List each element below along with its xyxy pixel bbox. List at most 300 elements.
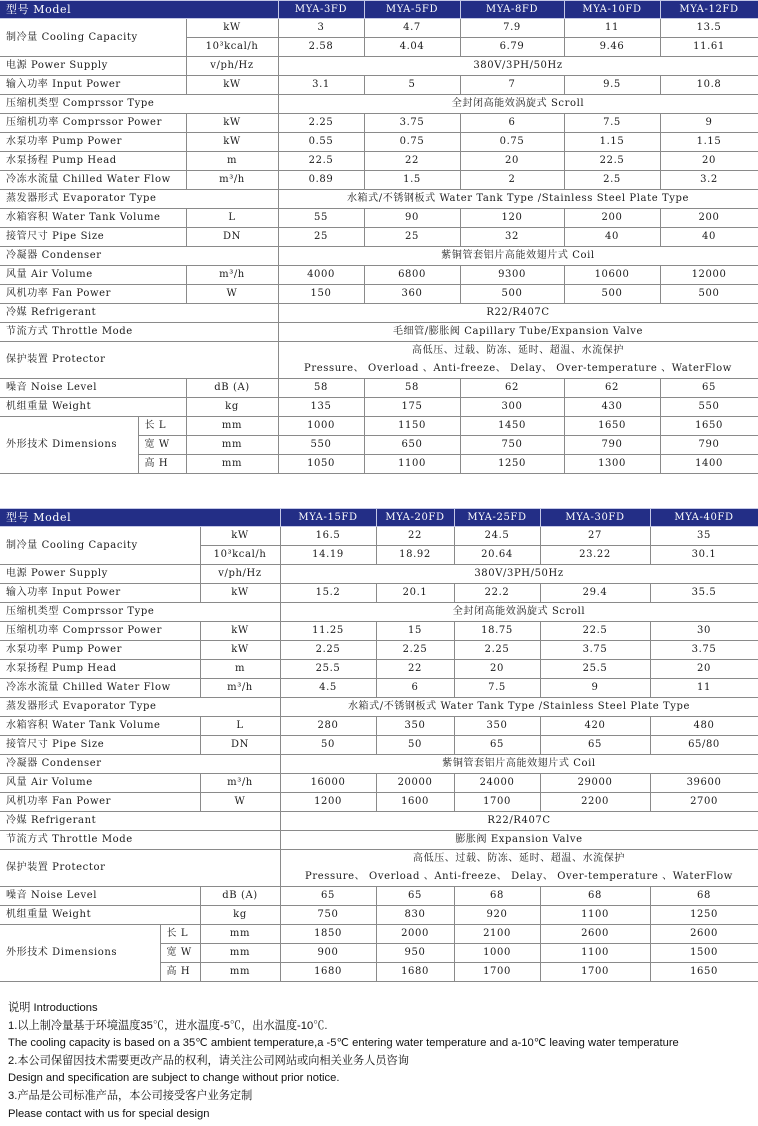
value-cell: 300 [460, 398, 564, 417]
value-cell: 15 [376, 622, 454, 641]
row-label: 保护装置 Protector [0, 342, 278, 379]
value-cell: 135 [278, 398, 364, 417]
value-cell: 39600 [650, 774, 758, 793]
unit-cell: kW [186, 114, 278, 133]
pump-head-row [0, 660, 758, 679]
evaporator-type-row [0, 698, 758, 717]
value-cell: 2100 [454, 925, 540, 944]
value-cell: 1.15 [564, 133, 660, 152]
value-cell: 2 [460, 171, 564, 190]
value-cell: 360 [364, 285, 460, 304]
unit-cell: W [200, 793, 280, 812]
row-label: 噪音 Noise Level [0, 379, 186, 398]
span-value-cell: 膨胀阀 Expansion Valve [280, 831, 758, 850]
dimension-sub-label: 长 L [160, 925, 200, 944]
evaporator-type-row [0, 190, 758, 209]
row-label: 输入功率 Input Power [0, 584, 200, 603]
value-cell: 15.2 [280, 584, 376, 603]
dimension-sub-label: 高 H [160, 963, 200, 982]
protector-line-cn: 高低压、过载、防冻、延时、超温、水流保护 [412, 345, 624, 356]
condenser-row [0, 247, 758, 266]
value-cell: 13.5 [660, 19, 758, 38]
value-cell: 29000 [540, 774, 650, 793]
weight-row [0, 906, 758, 925]
row-label: 节流方式 Throttle Mode [0, 323, 278, 342]
value-cell: 25 [364, 228, 460, 247]
row-label: 水泵扬程 Pump Head [0, 152, 186, 171]
span-value-cell: R22/R407C [278, 304, 758, 323]
unit-cell: mm [186, 455, 278, 474]
value-cell: 3.75 [364, 114, 460, 133]
value-cell: 20000 [376, 774, 454, 793]
dimension-sub-label: 宽 W [160, 944, 200, 963]
span-value-cell: 紫铜管套铝片高能效翅片式 Coil [278, 247, 758, 266]
value-cell: 58 [364, 379, 460, 398]
value-cell: 50 [280, 736, 376, 755]
protector-value-cell [278, 342, 758, 379]
unit-cell: 10³kcal/h [200, 546, 280, 565]
row-label: 接管尺寸 Pipe Size [0, 736, 200, 755]
value-cell: 16.5 [280, 527, 376, 546]
header-row [0, 509, 758, 527]
value-cell: 30.1 [650, 546, 758, 565]
tank-volume-row [0, 717, 758, 736]
value-cell: 20 [650, 660, 758, 679]
span-value-cell: 全封闭高能效涡旋式 Scroll [280, 603, 758, 622]
value-cell: 500 [660, 285, 758, 304]
pipe-size-row [0, 228, 758, 247]
model-cell: MYA-30FD [540, 509, 650, 527]
value-cell: 420 [540, 717, 650, 736]
value-cell: 4.5 [280, 679, 376, 698]
value-cell: 20.1 [376, 584, 454, 603]
row-label: 风量 Air Volume [0, 774, 200, 793]
unit-cell: kW [200, 622, 280, 641]
value-cell: 900 [280, 944, 376, 963]
dimension-length-row [0, 417, 758, 436]
unit-cell: mm [200, 963, 280, 982]
condenser-row [0, 755, 758, 774]
row-label: 制冷量 Cooling Capacity [0, 19, 186, 57]
span-value-cell: 毛细管/膨胀阀 Capillary Tube/Expansion Valve [278, 323, 758, 342]
value-cell: 25.5 [280, 660, 376, 679]
model-header: 型号 Model [0, 1, 278, 19]
protector-row [0, 850, 758, 887]
span-value-cell: R22/R407C [280, 812, 758, 831]
value-cell: 9300 [460, 266, 564, 285]
row-label: 制冷量 Cooling Capacity [0, 527, 200, 565]
model-cell: MYA-12FD [660, 1, 758, 19]
value-cell: 14.19 [280, 546, 376, 565]
value-cell: 790 [564, 436, 660, 455]
value-cell: 65 [660, 379, 758, 398]
row-label: 蒸发器形式 Evaporator Type [0, 190, 278, 209]
value-cell: 0.55 [278, 133, 364, 152]
spec-table-small-models [0, 0, 758, 474]
row-label: 蒸发器形式 Evaporator Type [0, 698, 280, 717]
row-label: 噪音 Noise Level [0, 887, 200, 906]
row-label: 冷凝器 Condenser [0, 247, 278, 266]
value-cell: 22.5 [278, 152, 364, 171]
value-cell: 1.15 [660, 133, 758, 152]
value-cell: 18.92 [376, 546, 454, 565]
value-cell: 5 [364, 76, 460, 95]
unit-cell: kW [200, 527, 280, 546]
row-label: 输入功率 Input Power [0, 76, 186, 95]
value-cell: 6 [460, 114, 564, 133]
value-cell: 27 [540, 527, 650, 546]
value-cell: 1250 [460, 455, 564, 474]
value-cell: 9 [540, 679, 650, 698]
value-cell: 40 [564, 228, 660, 247]
value-cell: 500 [460, 285, 564, 304]
value-cell: 30 [650, 622, 758, 641]
value-cell: 24000 [454, 774, 540, 793]
value-cell: 2200 [540, 793, 650, 812]
value-cell: 500 [564, 285, 660, 304]
unit-cell: L [186, 209, 278, 228]
chilled-water-flow-row [0, 171, 758, 190]
value-cell: 1400 [660, 455, 758, 474]
value-cell: 4.04 [364, 38, 460, 57]
value-cell: 2600 [540, 925, 650, 944]
unit-cell: kW [200, 584, 280, 603]
value-cell: 32 [460, 228, 564, 247]
value-cell: 11.61 [660, 38, 758, 57]
compressor-type-row [0, 95, 758, 114]
value-cell: 29.4 [540, 584, 650, 603]
value-cell: 3.2 [660, 171, 758, 190]
input-power-row [0, 76, 758, 95]
value-cell: 25 [278, 228, 364, 247]
unit-cell: mm [186, 417, 278, 436]
spec-table-large-models [0, 508, 758, 982]
value-cell: 1700 [454, 963, 540, 982]
value-cell: 1100 [540, 944, 650, 963]
compressor-power-row [0, 114, 758, 133]
unit-cell: mm [200, 925, 280, 944]
noise-level-row [0, 887, 758, 906]
unit-cell: v/ph/Hz [200, 565, 280, 584]
value-cell: 1700 [540, 963, 650, 982]
value-cell: 1200 [280, 793, 376, 812]
value-cell: 3.75 [650, 641, 758, 660]
value-cell: 0.75 [364, 133, 460, 152]
value-cell: 830 [376, 906, 454, 925]
value-cell: 350 [376, 717, 454, 736]
pipe-size-row [0, 736, 758, 755]
power-supply-row [0, 57, 758, 76]
unit-cell: kW [186, 19, 278, 38]
value-cell: 1850 [280, 925, 376, 944]
value-cell: 20 [454, 660, 540, 679]
value-cell: 650 [364, 436, 460, 455]
value-cell: 1150 [364, 417, 460, 436]
value-cell: 58 [278, 379, 364, 398]
model-cell: MYA-25FD [454, 509, 540, 527]
value-cell: 10600 [564, 266, 660, 285]
value-cell: 2.25 [280, 641, 376, 660]
value-cell: 150 [278, 285, 364, 304]
value-cell: 24.5 [454, 527, 540, 546]
row-label: 冷凝器 Condenser [0, 755, 280, 774]
value-cell: 65 [280, 887, 376, 906]
value-cell: 175 [364, 398, 460, 417]
value-cell: 65/80 [650, 736, 758, 755]
value-cell: 480 [650, 717, 758, 736]
unit-cell: m [200, 660, 280, 679]
row-label: 风机功率 Fan Power [0, 793, 200, 812]
model-cell: MYA-3FD [278, 1, 364, 19]
value-cell: 7.5 [454, 679, 540, 698]
refrigerant-row [0, 304, 758, 323]
value-cell: 22.5 [540, 622, 650, 641]
note-line: Design and specification are subject to change without prior notice. [8, 1072, 340, 1085]
value-cell: 2700 [650, 793, 758, 812]
value-cell: 22 [376, 527, 454, 546]
span-value-cell: 380V/3PH/50Hz [280, 565, 758, 584]
introductions-notes [8, 1000, 756, 1123]
value-cell: 3.75 [540, 641, 650, 660]
value-cell: 22 [376, 660, 454, 679]
protector-line-cn: 高低压、过载、防冻、延时、超温、水流保护 [413, 853, 625, 864]
value-cell: 22.5 [564, 152, 660, 171]
protector-line-en: Pressure、 Overload 、Anti-freeze、 Delay、 Over-temperature 、WaterFlow [304, 363, 732, 374]
note-line: 3.产品是公司标准产品，本公司接受客户业务定制 [8, 1089, 253, 1102]
value-cell: 16000 [280, 774, 376, 793]
chilled-water-flow-row [0, 679, 758, 698]
value-cell: 9.5 [564, 76, 660, 95]
value-cell: 950 [376, 944, 454, 963]
throttle-mode-row [0, 323, 758, 342]
row-label: 压缩机功率 Comprssor Power [0, 622, 200, 641]
row-label: 水箱容积 Water Tank Volume [0, 717, 200, 736]
unit-cell: m³/h [200, 679, 280, 698]
value-cell: 920 [454, 906, 540, 925]
value-cell: 120 [460, 209, 564, 228]
value-cell: 35.5 [650, 584, 758, 603]
value-cell: 7.5 [564, 114, 660, 133]
row-label: 压缩机类型 Comprssor Type [0, 95, 278, 114]
value-cell: 9.46 [564, 38, 660, 57]
model-cell: MYA-10FD [564, 1, 660, 19]
value-cell: 1000 [278, 417, 364, 436]
row-label: 保护装置 Protector [0, 850, 280, 887]
value-cell: 200 [564, 209, 660, 228]
span-value-cell: 水箱式/不锈钢板式 Water Tank Type /Stainless Steel Plate Type [278, 190, 758, 209]
refrigerant-row [0, 812, 758, 831]
value-cell: 18.75 [454, 622, 540, 641]
value-cell: 62 [564, 379, 660, 398]
value-cell: 280 [280, 717, 376, 736]
value-cell: 2.25 [454, 641, 540, 660]
row-label: 机组重量 Weight [0, 906, 200, 925]
note-line: 1.以上制冷量基于环境温度35℃，进水温度-5℃，出水温度-10℃. [8, 1019, 328, 1032]
value-cell: 68 [650, 887, 758, 906]
value-cell: 550 [660, 398, 758, 417]
value-cell: 1700 [454, 793, 540, 812]
value-cell: 1600 [376, 793, 454, 812]
span-value-cell: 紫铜管套铝片高能效翅片式 Coil [280, 755, 758, 774]
row-label: 接管尺寸 Pipe Size [0, 228, 186, 247]
value-cell: 1650 [564, 417, 660, 436]
row-label: 水箱容积 Water Tank Volume [0, 209, 186, 228]
value-cell: 11.25 [280, 622, 376, 641]
protector-line-en: Pressure、 Overload 、Anti-freeze、 Delay、 Over-temperature 、WaterFlow [305, 871, 733, 882]
value-cell: 1300 [564, 455, 660, 474]
row-label: 节流方式 Throttle Mode [0, 831, 280, 850]
value-cell: 2.25 [376, 641, 454, 660]
value-cell: 40 [660, 228, 758, 247]
row-label: 电源 Power Supply [0, 565, 200, 584]
value-cell: 3 [278, 19, 364, 38]
value-cell: 68 [454, 887, 540, 906]
fan-power-row [0, 793, 758, 812]
value-cell: 750 [460, 436, 564, 455]
value-cell: 22 [364, 152, 460, 171]
value-cell: 2.58 [278, 38, 364, 57]
value-cell: 1500 [650, 944, 758, 963]
value-cell: 20 [460, 152, 564, 171]
row-label: 冷媒 Refrigerant [0, 304, 278, 323]
tank-volume-row [0, 209, 758, 228]
value-cell: 9 [660, 114, 758, 133]
value-cell: 10.8 [660, 76, 758, 95]
unit-cell: DN [186, 228, 278, 247]
span-value-cell: 380V/3PH/50Hz [278, 57, 758, 76]
value-cell: 1650 [650, 963, 758, 982]
unit-cell: W [186, 285, 278, 304]
unit-cell: kW [186, 76, 278, 95]
value-cell: 1000 [454, 944, 540, 963]
unit-cell: m³/h [200, 774, 280, 793]
span-value-cell: 水箱式/不锈钢板式 Water Tank Type /Stainless Steel Plate Type [280, 698, 758, 717]
protector-row [0, 342, 758, 379]
value-cell: 35 [650, 527, 758, 546]
unit-cell: 10³kcal/h [186, 38, 278, 57]
fan-power-row [0, 285, 758, 304]
row-label: 电源 Power Supply [0, 57, 186, 76]
row-label: 冷冻水流量 Chilled Water Flow [0, 679, 200, 698]
value-cell: 2000 [376, 925, 454, 944]
model-cell: MYA-5FD [364, 1, 460, 19]
unit-cell: dB (A) [200, 887, 280, 906]
unit-cell: kg [200, 906, 280, 925]
value-cell: 1450 [460, 417, 564, 436]
cooling-capacity-row [0, 19, 758, 38]
dimension-sub-label: 宽 W [138, 436, 186, 455]
value-cell: 7 [460, 76, 564, 95]
value-cell: 4000 [278, 266, 364, 285]
row-label: 压缩机类型 Comprssor Type [0, 603, 280, 622]
value-cell: 90 [364, 209, 460, 228]
unit-cell: kg [186, 398, 278, 417]
unit-cell: v/ph/Hz [186, 57, 278, 76]
note-line: 2.本公司保留因技术需要更改产品的权利，请关注公司网站或向相关业务人员咨询 [8, 1054, 409, 1067]
unit-cell: kW [200, 641, 280, 660]
unit-cell: mm [200, 944, 280, 963]
value-cell: 25.5 [540, 660, 650, 679]
span-value-cell: 全封闭高能效涡旋式 Scroll [278, 95, 758, 114]
input-power-row [0, 584, 758, 603]
value-cell: 68 [540, 887, 650, 906]
value-cell: 12000 [660, 266, 758, 285]
value-cell: 1680 [376, 963, 454, 982]
weight-row [0, 398, 758, 417]
unit-cell: dB (A) [186, 379, 278, 398]
dimension-sub-label: 高 H [138, 455, 186, 474]
value-cell: 55 [278, 209, 364, 228]
value-cell: 1250 [650, 906, 758, 925]
value-cell: 65 [376, 887, 454, 906]
value-cell: 1.5 [364, 171, 460, 190]
value-cell: 1100 [540, 906, 650, 925]
row-label: 冷媒 Refrigerant [0, 812, 280, 831]
row-label: 机组重量 Weight [0, 398, 186, 417]
value-cell: 350 [454, 717, 540, 736]
air-volume-row [0, 774, 758, 793]
value-cell: 7.9 [460, 19, 564, 38]
value-cell: 4.7 [364, 19, 460, 38]
pump-power-row [0, 133, 758, 152]
model-cell: MYA-8FD [460, 1, 564, 19]
value-cell: 2600 [650, 925, 758, 944]
value-cell: 1650 [660, 417, 758, 436]
value-cell: 20.64 [454, 546, 540, 565]
noise-level-row [0, 379, 758, 398]
value-cell: 1100 [364, 455, 460, 474]
power-supply-row [0, 565, 758, 584]
row-label: 压缩机功率 Comprssor Power [0, 114, 186, 133]
dimension-sub-label: 长 L [138, 417, 186, 436]
pump-power-row [0, 641, 758, 660]
value-cell: 23.22 [540, 546, 650, 565]
notes-heading: 说明 Introductions [8, 1002, 98, 1014]
row-label: 外形技术 Dimensions [0, 417, 138, 474]
value-cell: 430 [564, 398, 660, 417]
value-cell: 50 [376, 736, 454, 755]
value-cell: 200 [660, 209, 758, 228]
value-cell: 6.79 [460, 38, 564, 57]
note-line: Please contact with us for special design [8, 1107, 210, 1120]
pump-head-row [0, 152, 758, 171]
header-row [0, 1, 758, 19]
value-cell: 1680 [280, 963, 376, 982]
value-cell: 6800 [364, 266, 460, 285]
compressor-power-row [0, 622, 758, 641]
row-label: 风机功率 Fan Power [0, 285, 186, 304]
unit-cell: m³/h [186, 171, 278, 190]
value-cell: 750 [280, 906, 376, 925]
row-label: 外形技术 Dimensions [0, 925, 160, 982]
value-cell: 11 [650, 679, 758, 698]
unit-cell: DN [200, 736, 280, 755]
value-cell: 6 [376, 679, 454, 698]
compressor-type-row [0, 603, 758, 622]
value-cell: 2.5 [564, 171, 660, 190]
row-label: 风量 Air Volume [0, 266, 186, 285]
value-cell: 0.75 [460, 133, 564, 152]
row-label: 水泵功率 Pump Power [0, 133, 186, 152]
row-label: 冷冻水流量 Chilled Water Flow [0, 171, 186, 190]
value-cell: 62 [460, 379, 564, 398]
unit-cell: m [186, 152, 278, 171]
unit-cell: L [200, 717, 280, 736]
row-label: 水泵功率 Pump Power [0, 641, 200, 660]
value-cell: 790 [660, 436, 758, 455]
row-label: 水泵扬程 Pump Head [0, 660, 200, 679]
value-cell: 1050 [278, 455, 364, 474]
